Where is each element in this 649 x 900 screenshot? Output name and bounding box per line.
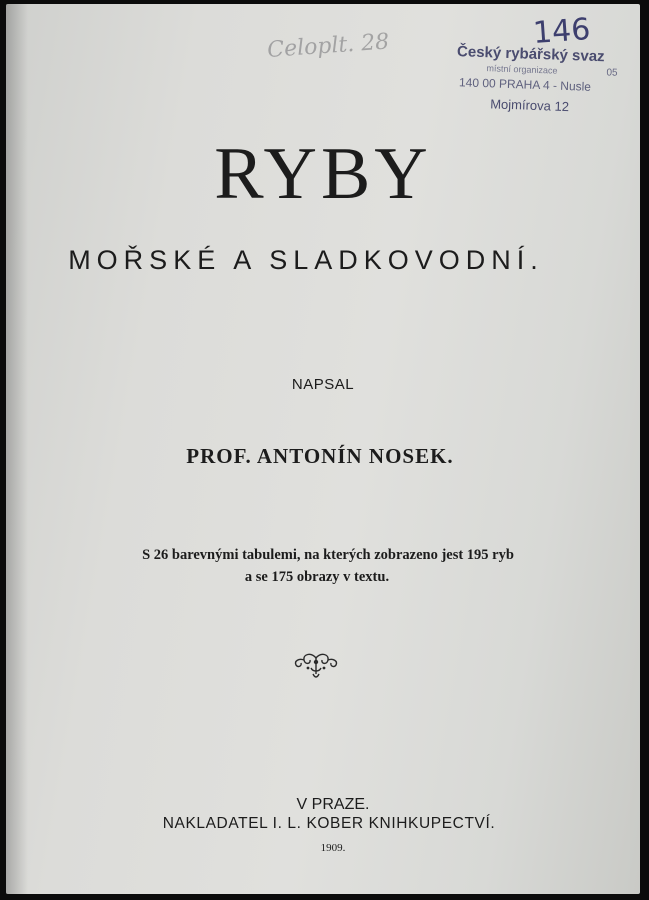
handwritten-number: 146 xyxy=(531,12,592,51)
book-title: RYBY xyxy=(214,133,432,215)
publication-place: V PRAZE. xyxy=(296,796,370,813)
stamp-line-2: místní organizace xyxy=(486,63,558,76)
stamp-line-2-number: 05 xyxy=(606,67,618,79)
written-by-label: NAPSAL xyxy=(291,376,355,393)
stamp-line-4: Mojmírova 12 xyxy=(489,96,570,115)
book-subtitle: MOŘSKÉ A SLADKOVODNÍ. xyxy=(68,245,544,275)
stamp-line-1: Český rybářský svaz xyxy=(456,43,605,66)
ornament-icon xyxy=(291,650,341,680)
description-line-1: S 26 barevnými tabulemi, na kterých zobrazeno jest 195 ryb xyxy=(142,547,514,563)
pencil-note: Celoplt. 28 xyxy=(266,29,390,63)
publication-year: 1909. xyxy=(320,842,346,854)
title-page xyxy=(6,4,640,894)
stamp-line-3: 140 00 PRAHA 4 - Nusle xyxy=(458,75,592,94)
library-stamp xyxy=(445,43,633,124)
publisher: NAKLADATEL I. L. KOBER KNIHKUPECTVÍ. xyxy=(162,815,496,832)
description-line-2: a se 175 obrazy v textu. xyxy=(244,569,390,585)
author-name: PROF. ANTONÍN NOSEK. xyxy=(186,444,454,468)
